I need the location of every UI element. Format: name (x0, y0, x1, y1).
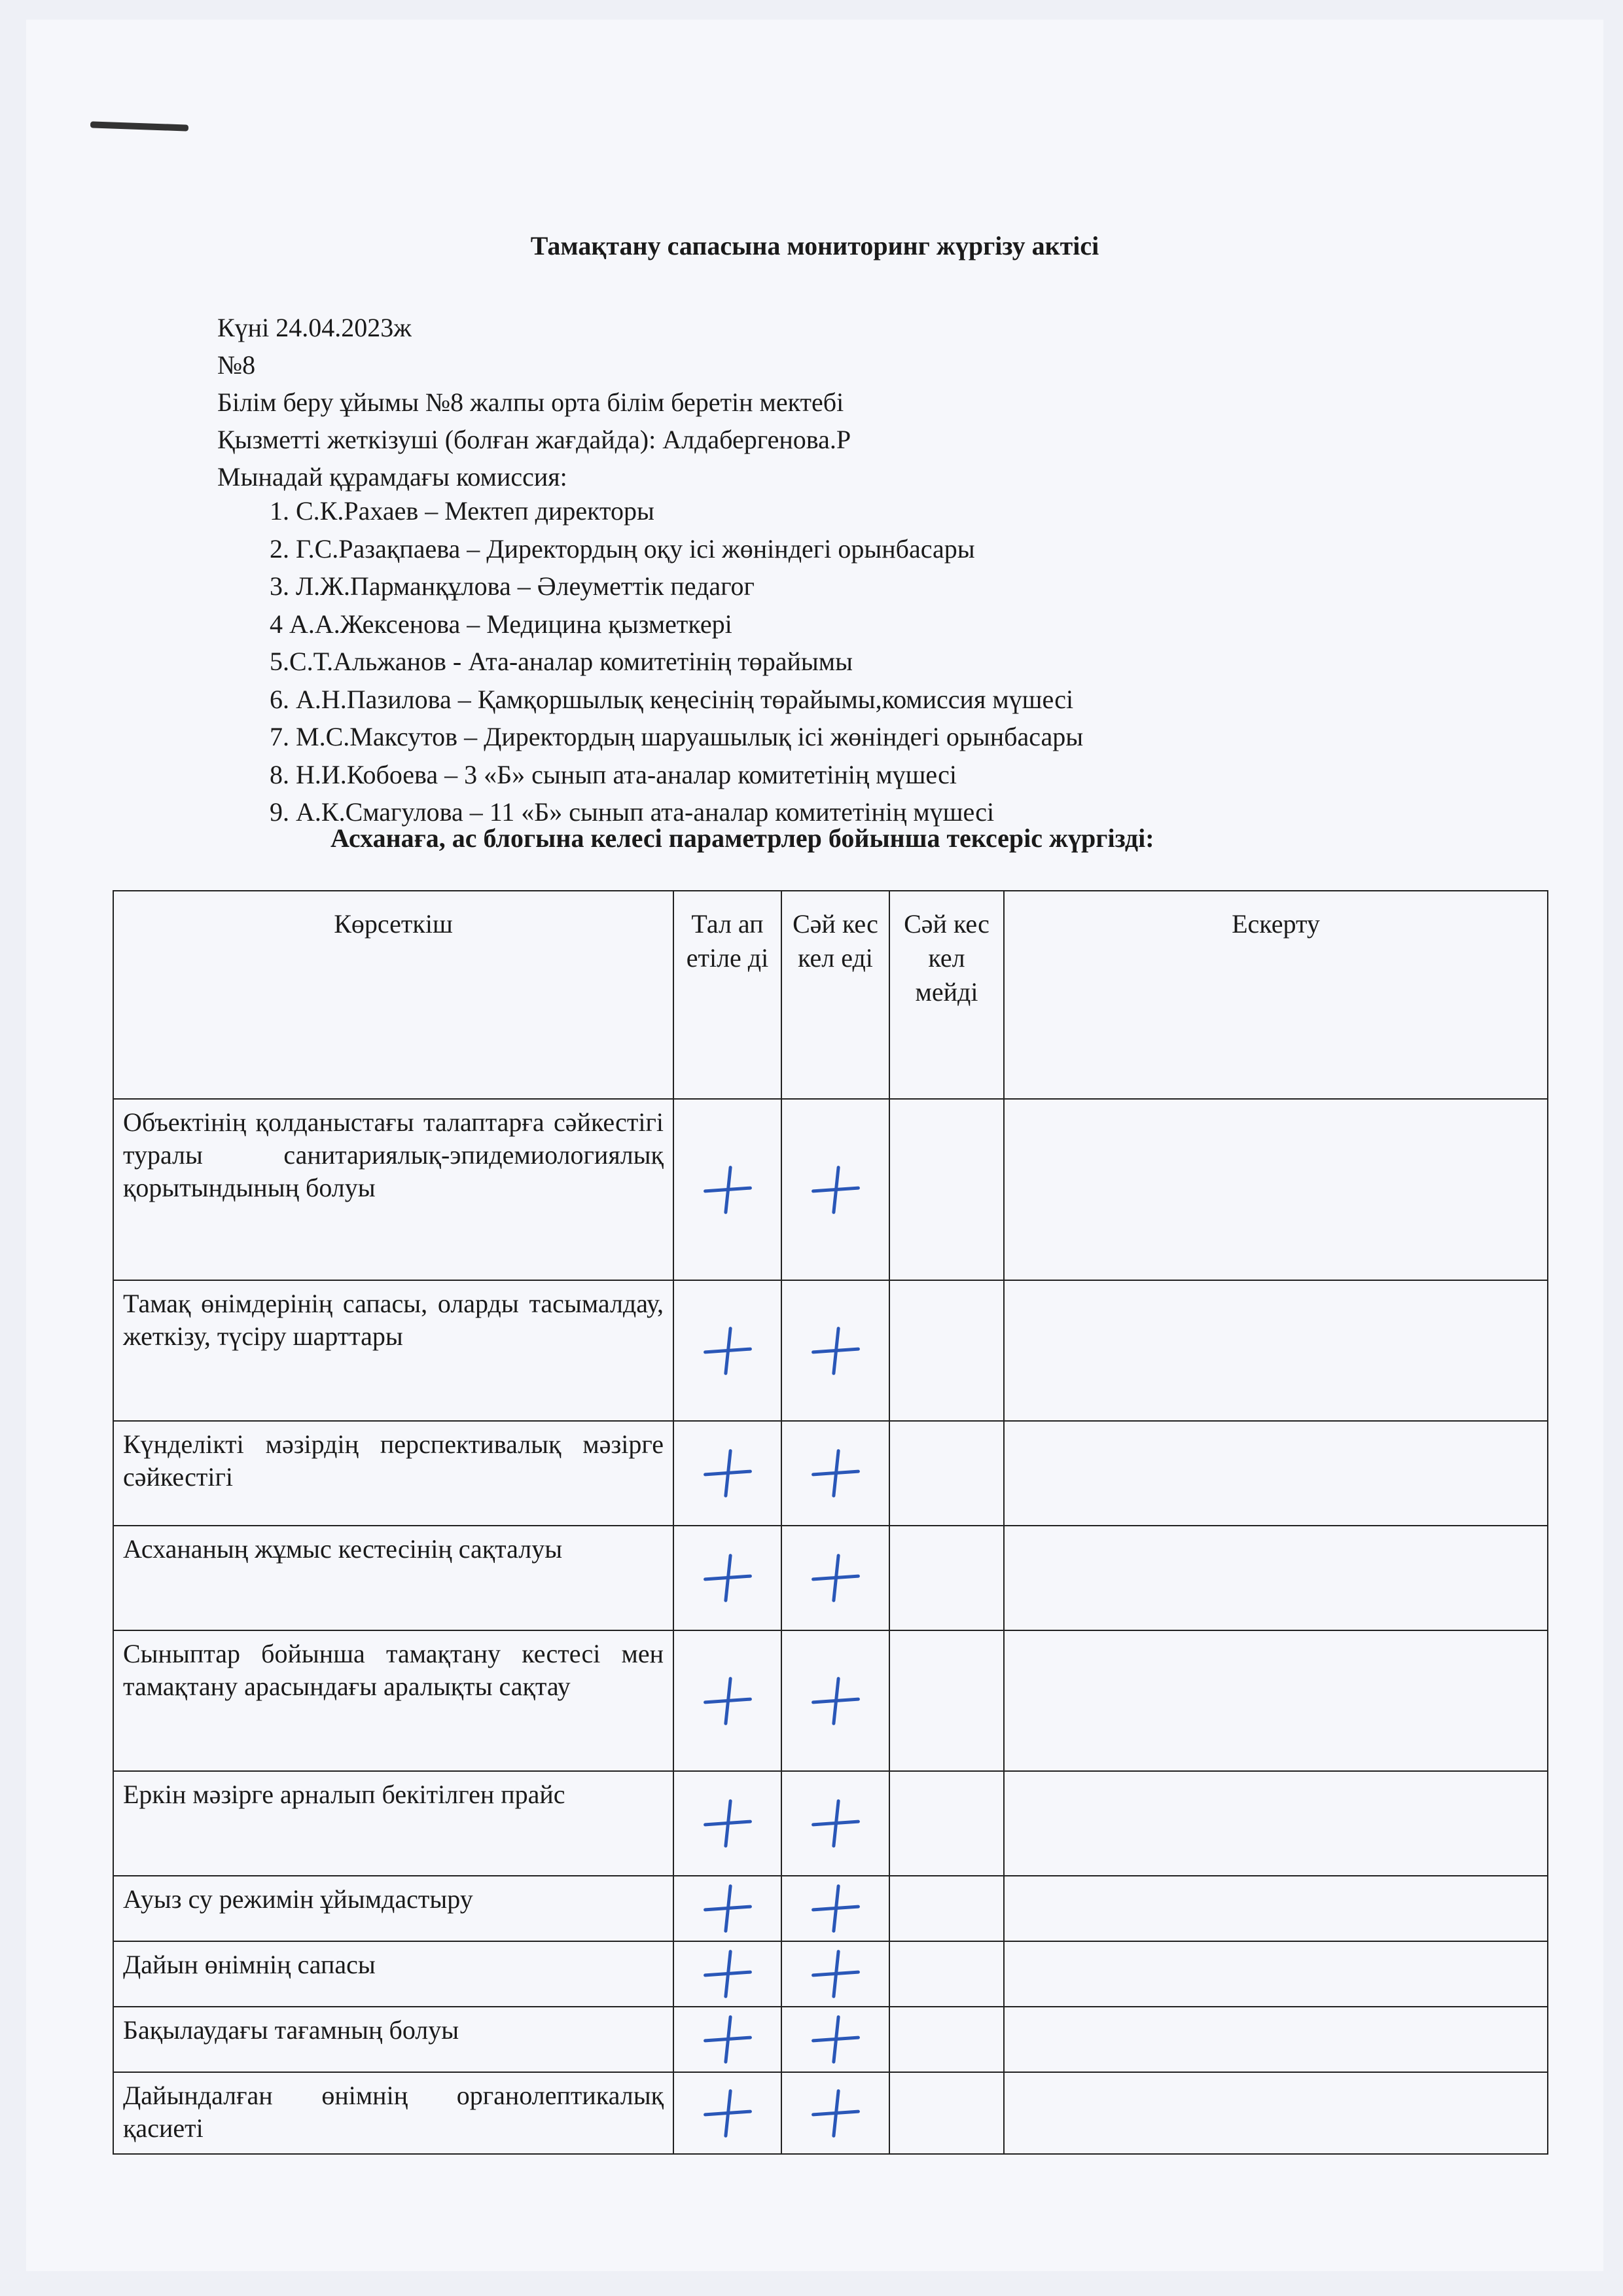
indicator-cell: Объектінің қолданыстағы талаптарға сәйкестігі туралы санитариялық-эпидемиологиялық қорытындының болуы (113, 1099, 673, 1280)
required-cell (673, 1280, 781, 1421)
compliant-cell (781, 1941, 889, 2007)
member-item: 9. А.К.Смагулова – 11 «Б» сынып ата-аналар комитетінің мүшесі (270, 797, 995, 827)
table-row (113, 1876, 1548, 1941)
required-cell (673, 1421, 781, 1526)
required-cell (673, 1941, 781, 2007)
noncompliant-cell (889, 1526, 1004, 1630)
plus-mark-icon (812, 1449, 860, 1498)
required-cell (673, 2007, 781, 2072)
plus-mark-icon (812, 1327, 860, 1375)
plus-mark-icon (704, 2089, 752, 2138)
noncompliant-cell (889, 1941, 1004, 2007)
act-date: Күні 24.04.2023ж (217, 313, 412, 342)
compliant-cell (781, 1771, 889, 1876)
plus-mark-icon (812, 2015, 860, 2064)
inspection-table (113, 890, 1548, 2155)
table-row (113, 1526, 1548, 1630)
plus-mark-icon (704, 1554, 752, 1602)
compliant-cell (781, 1280, 889, 1421)
noncompliant-cell (889, 2072, 1004, 2154)
act-number: №8 (217, 350, 256, 380)
compliant-cell (781, 1630, 889, 1771)
required-cell (673, 1771, 781, 1876)
plus-mark-icon (704, 1166, 752, 1214)
indicator-cell: Дайын өнімнің сапасы (113, 1941, 673, 2007)
indicator-cell: Тамақ өнімдерінің сапасы, оларды тасымалдау, жеткізу, түсіру шарттары (113, 1280, 673, 1421)
member-item: 1. С.К.Рахаев – Мектеп директоры (270, 496, 654, 526)
act-details (217, 309, 851, 495)
member-item: 8. Н.И.Кобоева – 3 «Б» сынып ата-аналар комитетінің мүшесі (270, 759, 957, 789)
header-indicator: Көрсеткіш (113, 891, 673, 1099)
plus-mark-icon (812, 1166, 860, 1214)
required-cell (673, 2072, 781, 2154)
plus-mark-icon (704, 1327, 752, 1375)
plus-mark-icon (704, 1677, 752, 1725)
noncompliant-cell (889, 1099, 1004, 1280)
indicator-cell: Дайындалған өнімнің органолептикалық қасиеті (113, 2072, 673, 2154)
table-row (113, 1630, 1548, 1771)
plus-mark-icon (812, 1799, 860, 1848)
plus-mark-icon (812, 2089, 860, 2138)
member-item: 3. Л.Ж.Парманқұлова – Әлеуметтік педагог (270, 571, 755, 601)
document-title: Тамақтану сапасына мониторинг жүргізу актісі (530, 231, 1099, 260)
commission-label: Мынадай құрамдағы комиссия: (217, 462, 567, 492)
member-item: 5.С.Т.Альжанов - Ата-аналар комитетінің төрайымы (270, 647, 853, 676)
table-row (113, 2007, 1548, 2072)
organization: Білім беру ұйымы №8 жалпы орта білім беретін мектебі (217, 387, 844, 417)
note-cell (1004, 1771, 1548, 1876)
header-required: Тал ап етіле ді (673, 891, 781, 1099)
note-cell (1004, 2007, 1548, 2072)
supplier: Қызметті жеткізуші (болған жағдайда): Алдабергенова.Р (217, 425, 851, 454)
compliant-cell (781, 1421, 889, 1526)
indicator-cell: Бақылаудағы тағамның болуы (113, 2007, 673, 2072)
indicator-cell: Күнделікті мәзірдің перспективалық мәзірге сәйкестігі (113, 1421, 673, 1526)
noncompliant-cell (889, 1280, 1004, 1421)
noncompliant-cell (889, 1876, 1004, 1941)
plus-mark-icon (704, 2015, 752, 2064)
note-cell (1004, 1876, 1548, 1941)
indicator-cell: Асхананың жұмыс кестесінің сақталуы (113, 1526, 673, 1630)
member-item: 6. А.Н.Пазилова – Қамқоршылық кеңесінің төрайымы,комиссия мүшесі (270, 684, 1074, 714)
required-cell (673, 1526, 781, 1630)
commission-members (270, 492, 1083, 831)
compliant-cell (781, 1526, 889, 1630)
compliant-cell (781, 2007, 889, 2072)
indicator-cell: Ауыз су режимін ұйымдастыру (113, 1876, 673, 1941)
indicator-cell: Еркін мәзірге арналып бекітілген прайс (113, 1771, 673, 1876)
compliant-cell (781, 2072, 889, 2154)
table-row (113, 1280, 1548, 1421)
inspection-subheading: Асханаға, ас блогына келесі параметрлер бойынша тексеріс жүргізді: (330, 823, 1154, 853)
plus-mark-icon (812, 1677, 860, 1725)
plus-mark-icon (812, 1554, 860, 1602)
indicator-cell: Сыныптар бойынша тамақтану кестесі мен тамақтану арасындағы аралықты сақтау (113, 1630, 673, 1771)
note-cell (1004, 2072, 1548, 2154)
note-cell (1004, 1099, 1548, 1280)
plus-mark-icon (704, 1799, 752, 1848)
plus-mark-icon (704, 1884, 752, 1933)
plus-mark-icon (704, 1950, 752, 1998)
noncompliant-cell (889, 1771, 1004, 1876)
header-compliant: Сәй кес кел еді (781, 891, 889, 1099)
required-cell (673, 1630, 781, 1771)
plus-mark-icon (812, 1884, 860, 1933)
table-row (113, 2072, 1548, 2154)
member-item: 4 А.А.Жексенова – Медицина қызметкері (270, 609, 732, 639)
required-cell (673, 1876, 781, 1941)
header-noncompliant: Сәй кес кел мейді (889, 891, 1004, 1099)
noncompliant-cell (889, 2007, 1004, 2072)
header-note: Ескерту (1004, 891, 1548, 1099)
compliant-cell (781, 1876, 889, 1941)
table-row (113, 1099, 1548, 1280)
plus-mark-icon (704, 1449, 752, 1498)
member-item: 7. М.С.Максутов – Директордың шаруашылық ісі жөніндегі орынбасары (270, 722, 1084, 751)
noncompliant-cell (889, 1630, 1004, 1771)
member-item: 2. Г.С.Разақпаева – Директордың оқу ісі жөніндегі орынбасары (270, 533, 975, 564)
table-header-row (113, 891, 1548, 1099)
note-cell (1004, 1421, 1548, 1526)
note-cell (1004, 1630, 1548, 1771)
note-cell (1004, 1526, 1548, 1630)
table-row (113, 1941, 1548, 2007)
plus-mark-icon (812, 1950, 860, 1998)
note-cell (1004, 1280, 1548, 1421)
required-cell (673, 1099, 781, 1280)
table-row (113, 1771, 1548, 1876)
compliant-cell (781, 1099, 889, 1280)
note-cell (1004, 1941, 1548, 2007)
noncompliant-cell (889, 1421, 1004, 1526)
table-row (113, 1421, 1548, 1526)
